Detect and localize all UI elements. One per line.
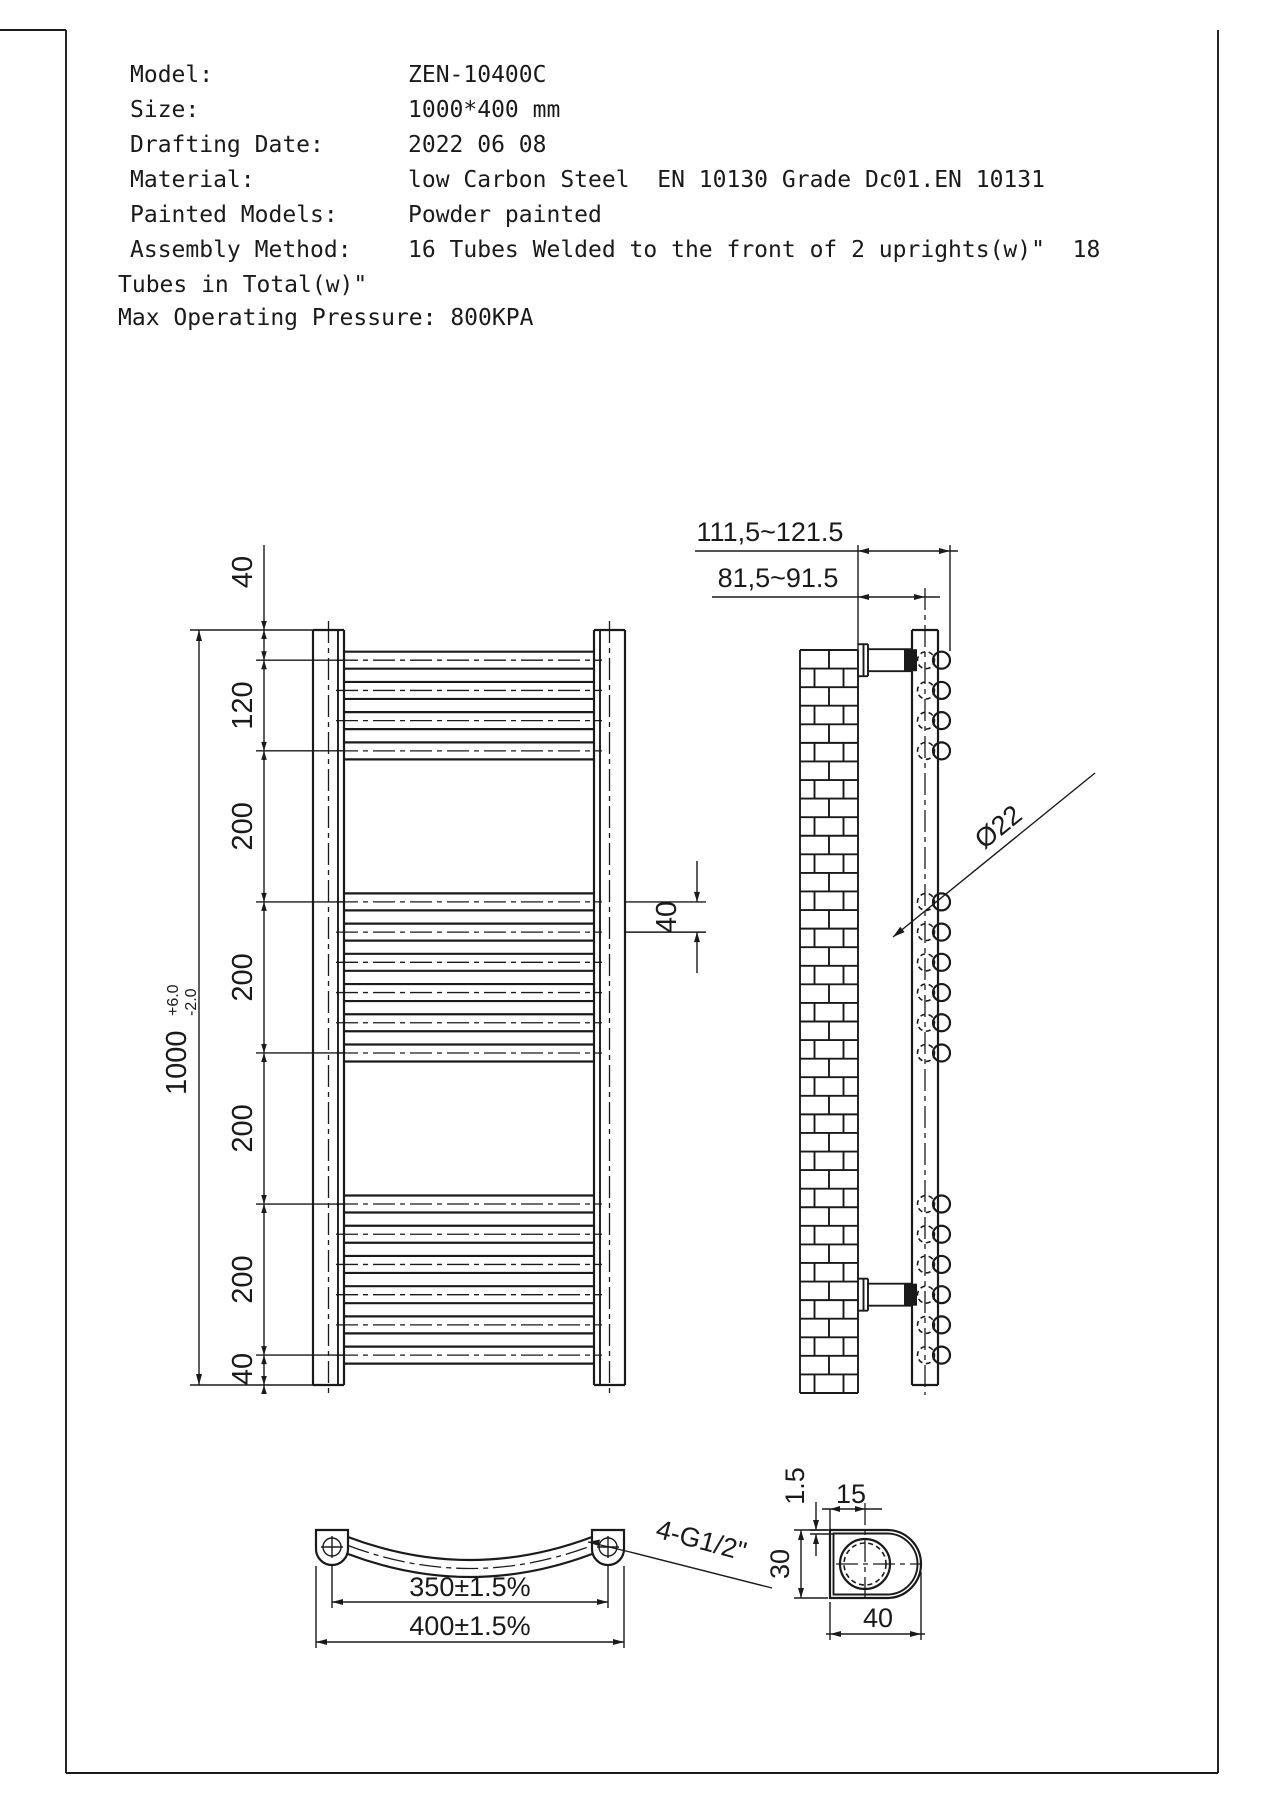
bracket-nut bbox=[904, 1284, 917, 1306]
arrowhead bbox=[798, 1588, 804, 1598]
arrowhead bbox=[694, 932, 700, 942]
tube-bow-circle bbox=[933, 652, 950, 669]
depth-dimension bbox=[765, 1530, 828, 1598]
dim-wall-to-tube-outer: 111,5~121.5 bbox=[696, 517, 844, 547]
info-label: Assembly Method: bbox=[130, 237, 352, 263]
chain-tick-arrow bbox=[261, 742, 267, 751]
overall-dim-text: 1000+6.0-2.0 bbox=[161, 984, 200, 1095]
leader-line bbox=[893, 773, 1095, 937]
info-label: Size: bbox=[130, 97, 200, 123]
chain-tick-arrow bbox=[261, 651, 267, 660]
info-value: low Carbon Steel EN 10130 Grade Dc01.EN 10131 bbox=[408, 167, 1045, 193]
thickness-dimension bbox=[780, 1467, 833, 1556]
tube-bow-circle bbox=[933, 1196, 950, 1213]
chain-tick-arrow bbox=[261, 893, 267, 902]
arrowhead bbox=[196, 630, 202, 641]
side-tube-circles bbox=[918, 652, 951, 1364]
dim-profile-depth: 30 bbox=[765, 1548, 795, 1580]
dim-overall-width: 400±1.5% bbox=[409, 1611, 531, 1641]
info-label: Material: bbox=[130, 167, 255, 193]
dim-profile-width: 40 bbox=[862, 1603, 894, 1633]
info-row-continuation: Tubes in Total(w)" bbox=[118, 272, 368, 298]
arrowhead bbox=[316, 1639, 327, 1645]
tube-centers-dimension bbox=[332, 1566, 608, 1608]
dim-tube-centers: 350±1.5% bbox=[409, 1572, 531, 1602]
dim-wall-thickness: 1.5 bbox=[780, 1467, 810, 1505]
pitch-dim-text: 40 bbox=[651, 900, 683, 934]
arrowhead bbox=[597, 1599, 608, 1605]
tube-bow-circle bbox=[933, 1347, 950, 1364]
arrowhead bbox=[830, 1631, 841, 1637]
chain-tick-arrow bbox=[261, 751, 267, 760]
tube-bow-circle bbox=[933, 682, 950, 699]
arrowhead bbox=[196, 1374, 202, 1385]
arrowhead bbox=[813, 1534, 819, 1544]
tube-bow-circle bbox=[933, 1286, 950, 1303]
arrowhead bbox=[332, 1599, 343, 1605]
brick-wall bbox=[800, 650, 858, 1393]
chain-dim-text: 200 bbox=[227, 953, 259, 1002]
info-label: Drafting Date: bbox=[130, 132, 324, 158]
tube-bow-circle bbox=[933, 742, 950, 759]
chain-tick-arrow bbox=[261, 1044, 267, 1053]
chain-tick-arrow bbox=[261, 1355, 267, 1364]
chain-tick-arrow bbox=[261, 1385, 267, 1394]
upright-section-detail bbox=[765, 1467, 925, 1640]
tube-bow-circle bbox=[933, 954, 950, 971]
info-value: 2022 06 08 bbox=[408, 132, 547, 158]
dim-center-offset: 15 bbox=[835, 1479, 867, 1509]
side-view bbox=[695, 517, 1095, 1395]
tube-bow-circle bbox=[933, 1226, 950, 1243]
curved-tube-edge bbox=[348, 1537, 592, 1560]
tube-diameter-callout bbox=[893, 773, 1095, 937]
front-view bbox=[161, 545, 706, 1394]
right-upright bbox=[594, 621, 625, 1394]
chain-dim-text: 200 bbox=[227, 802, 259, 851]
arrowhead bbox=[613, 1639, 624, 1645]
chain-tick-arrow bbox=[261, 1204, 267, 1213]
tube-diameter-text: Ø22 bbox=[969, 799, 1028, 855]
tube-bow-circle bbox=[933, 1256, 950, 1273]
chain-tick-arrow bbox=[261, 1195, 267, 1204]
center-offset-dimension bbox=[822, 1479, 882, 1530]
wall-brackets bbox=[858, 644, 917, 1310]
arrowhead bbox=[798, 1530, 804, 1540]
tube-bow-circle bbox=[933, 712, 950, 729]
info-value: Powder painted bbox=[408, 202, 602, 228]
tube-pitch-dimension bbox=[625, 861, 706, 973]
chain-tick-arrow bbox=[261, 660, 267, 669]
chain-tick-arrow bbox=[261, 1346, 267, 1355]
thread-label-text: 4-G1/2" bbox=[652, 1513, 750, 1567]
info-value: 16 Tubes Welded to the front of 2 uprights(w)" 18 bbox=[408, 237, 1101, 263]
brick-pattern bbox=[800, 650, 858, 1393]
chain-dim-text: 40 bbox=[227, 1352, 259, 1386]
bracket-nut bbox=[904, 649, 917, 671]
chain-dim-text: 120 bbox=[227, 681, 259, 730]
info-label: Painted Models: bbox=[130, 202, 338, 228]
chain-tick-arrow bbox=[261, 1376, 267, 1385]
chain-dimension bbox=[227, 545, 344, 1394]
left-upright bbox=[313, 621, 344, 1394]
arrowhead bbox=[858, 548, 869, 554]
dim-wall-to-upright-center: 81,5~91.5 bbox=[717, 563, 839, 593]
bottom-view bbox=[316, 1514, 772, 1648]
chain-tick-arrow bbox=[261, 902, 267, 911]
arrowhead bbox=[910, 1631, 921, 1637]
tube-bow-circle bbox=[933, 984, 950, 1001]
arrowhead bbox=[813, 1520, 819, 1530]
info-value: ZEN-10400C bbox=[408, 62, 547, 88]
arrowhead bbox=[694, 892, 700, 902]
arrowhead bbox=[858, 594, 869, 600]
chain-tick-arrow bbox=[261, 1053, 267, 1062]
info-value: 1000*400 mm bbox=[408, 97, 561, 123]
chain-ticks-and-labels bbox=[227, 556, 344, 1394]
chain-dim-text: 200 bbox=[227, 1104, 259, 1153]
tube-bow-circle bbox=[933, 924, 950, 941]
chain-dim-text: 40 bbox=[227, 555, 259, 589]
info-row-pressure: Max Operating Pressure: 800KPA bbox=[118, 305, 534, 331]
chain-tick-arrow bbox=[261, 621, 267, 630]
arrowhead bbox=[939, 548, 950, 554]
info-label: Model: bbox=[130, 62, 214, 88]
tube-bow-circle bbox=[933, 1014, 950, 1031]
tube-bow-circle bbox=[933, 1044, 950, 1061]
tube-rows bbox=[336, 652, 602, 1364]
arrowhead bbox=[914, 594, 925, 600]
chain-dim-text: 200 bbox=[227, 1255, 259, 1304]
tube-bow-circle bbox=[933, 1316, 950, 1333]
chain-tick-arrow bbox=[261, 630, 267, 639]
